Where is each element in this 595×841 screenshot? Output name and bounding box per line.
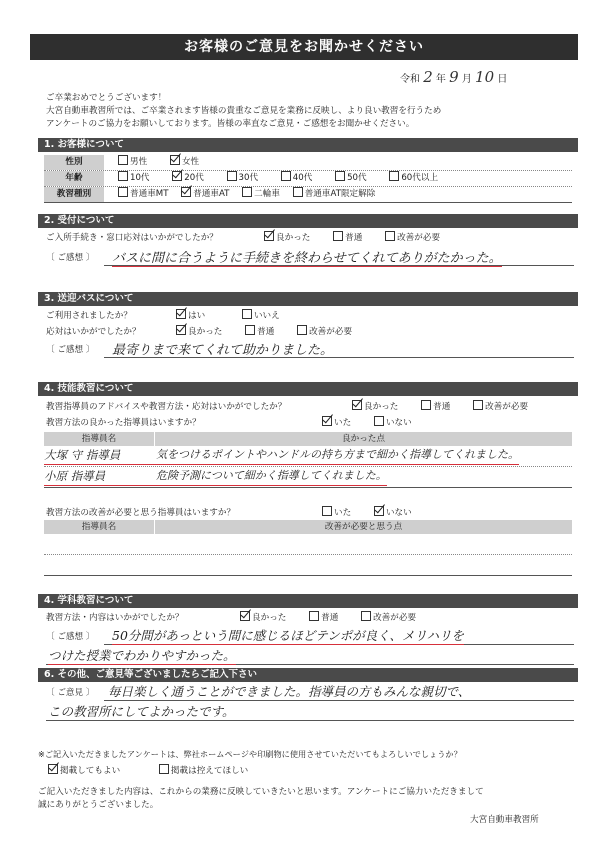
bad-instructor-table xyxy=(44,520,572,576)
table-header xyxy=(44,432,572,446)
option-10s[interactable]: 10代 xyxy=(118,171,150,186)
comment-label: 〔 ご感想 〕 xyxy=(46,345,95,355)
row-age xyxy=(44,171,572,187)
date-line xyxy=(400,68,580,86)
bus-comment[interactable]: 最寄りまで来てくれて助かりました。 xyxy=(112,343,334,358)
intro-line: アンケートのご協力をお願いしております。皆様の率直なご意見・ご感想をお聞かせください。 xyxy=(46,119,415,129)
good-point[interactable]: 気をつけるポイントやハンドルの持ち方まで細かく指導してくれました。 xyxy=(154,446,519,465)
lecture-comment-line2[interactable]: つけた授業でわかりやすかった。 xyxy=(48,648,236,663)
date-era: 令和 xyxy=(400,74,420,85)
row-gender xyxy=(44,155,572,171)
lecture-comment-line1[interactable]: 50分間があっという間に感じるほどテンポが良く、メリハリを xyxy=(112,628,465,643)
option-motorcycle[interactable]: 二輪車 xyxy=(242,187,280,202)
table-row xyxy=(44,446,572,467)
option-improve[interactable]: 改善が必要 xyxy=(297,325,352,337)
option-yes[interactable]: はい xyxy=(176,309,205,321)
checkbox[interactable] xyxy=(176,325,186,335)
section-6-header: 6. その他、ご意見等ございましたらご記入下さい xyxy=(38,668,578,682)
option-30s[interactable]: 30代 xyxy=(227,171,259,186)
checkbox[interactable] xyxy=(227,171,237,181)
bus-use-question: ご利用されましたか？ xyxy=(46,311,132,321)
publish-question: ※ご記入いただきましたアンケートは、弊社ホームページや印刷物に使用させていただいてもよろしいでしょうか？ xyxy=(38,749,462,759)
option-normal[interactable]: 普通 xyxy=(245,325,274,337)
row-course-type xyxy=(44,187,572,203)
option-at-lift[interactable]: 普通車AT限定解除 xyxy=(293,187,376,202)
checkbox[interactable] xyxy=(352,400,362,410)
checkbox[interactable] xyxy=(421,400,431,410)
good-instructor-question: 教習方法の良かった指導員はいますか？ xyxy=(46,418,201,428)
lecture-question: 教習方法・内容はいかがでしたか？ xyxy=(46,613,184,623)
checkbox[interactable] xyxy=(159,764,169,774)
skill-question: 教習指導員のアドバイスや教習方法・応対はいかがでしたか？ xyxy=(46,402,287,412)
checkbox[interactable] xyxy=(118,155,128,165)
publish-options xyxy=(48,764,268,776)
option-20s[interactable]: 20代 xyxy=(172,171,204,186)
option-good[interactable]: 良かった xyxy=(352,400,398,412)
option-good[interactable]: 良かった xyxy=(176,325,222,337)
col-point: 改善が必要と思う点 xyxy=(155,520,572,534)
bus-service-options xyxy=(176,325,372,337)
checkbox[interactable] xyxy=(242,309,252,319)
comment-label: 〔 ご感想 〕 xyxy=(46,632,95,642)
intro-line: ご卒業おめでとうございます！ xyxy=(46,93,167,103)
option-normal[interactable]: 普通 xyxy=(421,400,450,412)
bus-service-question: 応対はいかがでしたか？ xyxy=(46,327,141,337)
option-60s[interactable]: 60代以上 xyxy=(389,171,438,186)
question-text: ご入所手続き・窓口応対はいかがでしたか？ xyxy=(46,233,218,243)
checkbox[interactable] xyxy=(172,171,182,181)
checkbox[interactable] xyxy=(118,187,128,197)
option-normal[interactable]: 普通 xyxy=(309,611,338,623)
option-no[interactable]: いいえ xyxy=(242,309,280,321)
option-female[interactable]: 女性 xyxy=(170,155,199,170)
date-month-unit: 月 xyxy=(461,74,472,85)
bad-instructor-question: 教習方法の改善が必要と思う指導員はいますか？ xyxy=(46,508,236,518)
checkbox[interactable] xyxy=(374,506,384,516)
section-3-header: 3. 送迎バスについて xyxy=(38,292,578,306)
date-day-unit: 日 xyxy=(497,74,508,85)
option-normal[interactable]: 普通 xyxy=(333,231,362,243)
instructor-name[interactable]: 大塚 守 指導員 xyxy=(44,446,154,465)
checkbox[interactable] xyxy=(293,187,303,197)
checkbox[interactable] xyxy=(240,611,250,621)
reception-options xyxy=(264,231,460,243)
row-label: 教習種別 xyxy=(44,187,104,202)
option-male[interactable]: 男性 xyxy=(118,155,147,170)
bad-instructor-options xyxy=(322,506,432,518)
checkbox[interactable] xyxy=(473,400,483,410)
comment-rule xyxy=(46,720,574,721)
col-point: 良かった点 xyxy=(155,432,572,446)
intro-text xyxy=(46,92,566,131)
checkbox[interactable] xyxy=(170,155,180,165)
comment-label: 〔 ご意見 〕 xyxy=(46,688,95,698)
checkbox[interactable] xyxy=(297,325,307,335)
checkbox[interactable] xyxy=(118,171,128,181)
thanks-line: ご記入いただきました内容は、これからの業務に反映していきたいと思います。アンケートにご協力いただきまして xyxy=(38,787,484,797)
option-improve[interactable]: 改善が必要 xyxy=(473,400,528,412)
comment-label: 〔 ご感想 〕 xyxy=(46,253,95,263)
customer-info-table xyxy=(44,155,572,203)
checkbox[interactable] xyxy=(322,416,332,426)
option-improve[interactable]: 改善が必要 xyxy=(385,231,440,243)
instructor-name[interactable]: 小原 指導員 xyxy=(44,467,154,486)
intro-line: 大宮自動車教習所では、ご卒業されます皆様の貴重なご意見を業務に反映し、より良い教習を行うため xyxy=(46,106,442,116)
good-instructor-table xyxy=(44,432,572,488)
option-improve[interactable]: 改善が必要 xyxy=(361,611,416,623)
checkbox[interactable] xyxy=(242,187,252,197)
option-50s[interactable]: 50代 xyxy=(335,171,367,186)
form-title: お客様のご意見をお聞かせください xyxy=(30,34,578,60)
good-instructor-options xyxy=(322,416,432,428)
good-point[interactable]: 危険予測について細かく指導してくれました。 xyxy=(154,467,387,486)
option-at[interactable]: 普通車AT xyxy=(181,187,229,202)
date-year-unit: 年 xyxy=(435,74,446,85)
checkbox[interactable] xyxy=(245,325,255,335)
checkbox[interactable] xyxy=(309,611,319,621)
option-yes[interactable]: いた xyxy=(322,506,351,518)
date-month: 9 xyxy=(449,68,459,86)
checkbox[interactable] xyxy=(385,231,395,241)
bus-use-options xyxy=(176,309,300,321)
checkbox[interactable] xyxy=(264,231,274,241)
option-no[interactable]: いない xyxy=(374,506,412,518)
option-allow[interactable]: 掲載してもよい xyxy=(48,764,120,776)
option-mt[interactable]: 普通車MT xyxy=(118,187,168,202)
checkbox[interactable] xyxy=(181,187,191,197)
thanks-text xyxy=(38,786,583,812)
option-good[interactable]: 良かった xyxy=(240,611,286,623)
table-header xyxy=(44,520,572,534)
checkbox[interactable] xyxy=(361,611,371,621)
reception-question xyxy=(46,231,218,243)
option-good[interactable]: 良かった xyxy=(264,231,310,243)
checkbox[interactable] xyxy=(322,506,332,516)
reception-comment[interactable]: バスに間に合うように手続きを終わらせてくれてありがたかった。 xyxy=(112,247,502,267)
table-row[interactable] xyxy=(44,555,572,576)
checkbox[interactable] xyxy=(389,171,399,181)
date-year: 2 xyxy=(423,68,433,86)
section-2-header: 2. 受付について xyxy=(38,214,578,228)
option-deny[interactable]: 掲載は控えてほしい xyxy=(159,764,248,776)
checkbox[interactable] xyxy=(48,764,58,774)
col-instructor: 指導員名 xyxy=(44,520,155,534)
checkbox[interactable] xyxy=(281,171,291,181)
thanks-line: 誠にありがとうございました。 xyxy=(38,800,159,810)
lecture-options xyxy=(240,611,436,623)
col-instructor: 指導員名 xyxy=(44,432,155,446)
table-row[interactable] xyxy=(44,534,572,555)
date-day: 10 xyxy=(475,68,495,86)
school-name: 大宮自動車教習所 xyxy=(470,815,539,825)
option-40s[interactable]: 40代 xyxy=(281,171,313,186)
row-label: 性別 xyxy=(44,155,104,170)
comment-rule xyxy=(104,700,574,701)
row-label: 年齢 xyxy=(44,171,104,186)
skill-options xyxy=(352,400,528,412)
checkbox[interactable] xyxy=(374,416,384,426)
table-row xyxy=(44,467,572,488)
option-no[interactable]: いない xyxy=(374,416,412,428)
section-1-header: 1. お客様について xyxy=(38,138,578,152)
other-comment-line2[interactable]: この教習所にしてよかったです。 xyxy=(48,704,235,719)
option-yes[interactable]: いた xyxy=(322,416,351,428)
section-5-header: 4. 学科教習について xyxy=(38,594,578,608)
checkbox[interactable] xyxy=(333,231,343,241)
checkbox[interactable] xyxy=(176,309,186,319)
section-4-header: 4. 技能教習について xyxy=(38,382,578,396)
other-comment-line1[interactable]: 毎日楽しく通うことができました。指導員の方もみんな親切で、 xyxy=(108,684,471,699)
checkbox[interactable] xyxy=(335,171,345,181)
